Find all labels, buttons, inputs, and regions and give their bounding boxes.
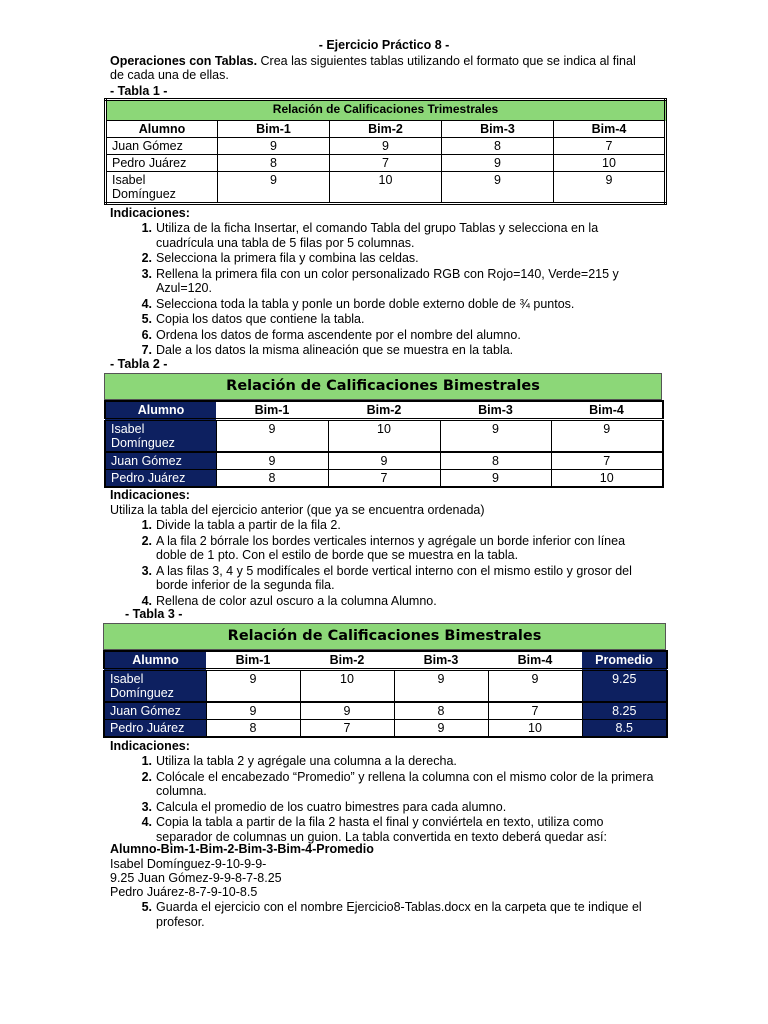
intro-line-2: de cada una de ellas. <box>110 68 229 82</box>
table2-cell: Juan Gómez <box>105 452 216 470</box>
table3-header: Bim-1 <box>206 651 300 670</box>
page-title: - Ejercicio Práctico 8 - <box>318 38 450 52</box>
table1-header: Bim-2 <box>330 121 442 138</box>
table1-header: Bim-1 <box>218 121 330 138</box>
table1-cell: 9 <box>554 172 666 204</box>
table3-cell: 9.25 <box>582 670 667 703</box>
final-step <box>110 900 655 930</box>
list-item <box>110 221 655 250</box>
table1-cell: 9 <box>330 138 442 155</box>
table2-header: Bim-1 <box>216 401 328 420</box>
table3-cell: 9 <box>206 670 300 703</box>
list-item <box>110 754 655 769</box>
step-text: Dale a los datos la misma alineación que se muestra en la tabla. <box>156 343 514 357</box>
table3-cell: 8 <box>394 702 488 720</box>
table2-header: Alumno <box>105 401 216 420</box>
table3-cell: 9 <box>488 670 582 703</box>
table2-cell: 8 <box>440 452 551 470</box>
list-item <box>110 297 655 312</box>
step-text: Copia los datos que contiene la tabla. <box>156 312 365 326</box>
step-number: 6. <box>141 327 152 342</box>
table2-cell: 9 <box>440 420 551 453</box>
table3-cell: Juan Gómez <box>104 702 206 720</box>
table2-header: Bim-3 <box>440 401 551 420</box>
converted-line: 9.25 Juan Gómez-9-9-8-7-8.25 <box>110 871 282 885</box>
table2-cell: 8 <box>216 470 328 488</box>
list-item <box>110 594 655 609</box>
table3-cell: 9 <box>394 670 488 703</box>
table2-indicaciones-label: Indicaciones: <box>110 488 190 502</box>
table2-cell: 7 <box>328 470 440 488</box>
table1-cell: 9 <box>442 172 554 204</box>
list-item <box>110 267 655 296</box>
intro-text: Crea las siguientes tablas utilizando el formato que se indica al final <box>257 54 636 68</box>
table1-cell: Pedro Juárez <box>106 155 218 172</box>
table3-cell: 8 <box>206 720 300 738</box>
step-number: 2. <box>141 533 152 548</box>
table1-header: Bim-3 <box>442 121 554 138</box>
table3-header: Bim-3 <box>394 651 488 670</box>
step-text: Copia la tabla a partir de la fila 2 hasta el final y conviértela en texto, utiliza como separador de columnas un guion. La tabla convertida en texto deberá quedar así: <box>156 815 608 844</box>
table1-cell: 7 <box>554 138 666 155</box>
list-item <box>110 900 655 929</box>
table3-cell: 7 <box>488 702 582 720</box>
table3-header: Promedio <box>582 651 667 670</box>
table3-cell: 7 <box>300 720 394 738</box>
table1-cell: Isabel Domínguez <box>106 172 218 204</box>
table-row <box>105 452 663 470</box>
table3-cell: 8.25 <box>582 702 667 720</box>
table2-title-bar: Relación de Calificaciones Bimestrales <box>104 373 662 400</box>
table3-cell: 10 <box>300 670 394 703</box>
table1-title-cell: Relación de Calificaciones Trimestrales <box>106 100 666 121</box>
table2-cell: Pedro Juárez <box>105 470 216 488</box>
table-row <box>106 155 666 172</box>
table-row <box>106 138 666 155</box>
step-number: 4. <box>141 296 152 311</box>
table3-cell: 10 <box>488 720 582 738</box>
list-item <box>110 534 655 563</box>
step-text: Colócale el encabezado “Promedio” y rellena la columna con el mismo color de la primera columna. <box>156 769 654 798</box>
table3-steps <box>110 754 655 845</box>
step-number: 3. <box>141 266 152 281</box>
table1-header: Bim-4 <box>554 121 666 138</box>
table3-cell: Isabel Domínguez <box>104 670 206 703</box>
step-text: A las filas 3, 4 y 5 modifícales el borde vertical interno con el mismo estilo y grosor del borde inferior de la segunda fila. <box>156 563 632 592</box>
step-number: 5. <box>141 900 152 914</box>
table2-steps <box>110 518 655 609</box>
step-number: 3. <box>141 563 152 578</box>
step-text: A la fila 2 bórrale los bordes verticales internos y agrégale un borde inferior con línea doble de 1 pto. Con el estilo de borde que se muestra en la tabla. <box>156 533 626 562</box>
table2-cell: 10 <box>328 420 440 453</box>
table1-steps <box>110 221 655 359</box>
table3-header: Bim-4 <box>488 651 582 670</box>
table1-cell: 8 <box>442 138 554 155</box>
table3-header: Alumno <box>104 651 206 670</box>
list-item <box>110 564 655 593</box>
table-row <box>104 702 667 720</box>
table3-label: - Tabla 3 - <box>125 607 183 621</box>
table3-cell: 8.5 <box>582 720 667 738</box>
table3-title-bar: Relación de Calificaciones Bimestrales <box>103 623 666 650</box>
table2-header: Bim-2 <box>328 401 440 420</box>
step-number: 2. <box>141 769 152 784</box>
step-number: 4. <box>141 815 152 829</box>
list-item <box>110 518 655 533</box>
intro-line-1 <box>110 54 636 69</box>
step-number: 7. <box>141 343 152 357</box>
table1 <box>104 98 667 205</box>
table2 <box>104 400 664 488</box>
list-item <box>110 328 655 343</box>
list-item <box>110 251 655 266</box>
step-text: Divide la tabla a partir de la fila 2. <box>156 518 341 532</box>
table1-cell: 9 <box>442 155 554 172</box>
table3-indicaciones-label: Indicaciones: <box>110 739 190 753</box>
table-row <box>105 420 663 453</box>
table3-cell: 9 <box>206 702 300 720</box>
converted-header: Alumno-Bim-1-Bim-2-Bim-3-Bim-4-Promedio <box>110 842 374 856</box>
table2-cell: 9 <box>216 420 328 453</box>
step-number: 1. <box>141 221 152 235</box>
table2-cell: 7 <box>551 452 663 470</box>
table1-cell: Juan Gómez <box>106 138 218 155</box>
step-text: Rellena la primera fila con un color personalizado RGB con Rojo=140, Verde=215 y Azul=120. <box>156 266 619 295</box>
table1-cell: 10 <box>330 172 442 204</box>
table2-cell: 9 <box>216 452 328 470</box>
table2-header: Bim-4 <box>551 401 663 420</box>
table2-cell: 10 <box>551 470 663 488</box>
step-text: Utiliza de la ficha Insertar, el comando Tabla del grupo Tablas y selecciona en la cuadrícula una tabla de 5 filas por 5 columnas. <box>156 221 599 250</box>
table3-cell: Pedro Juárez <box>104 720 206 738</box>
step-text: Ordena los datos de forma ascendente por el nombre del alumno. <box>156 327 521 342</box>
table2-label: - Tabla 2 - <box>110 357 168 371</box>
step-number: 1. <box>141 518 152 532</box>
table-row <box>106 172 666 204</box>
table2-lead: Utiliza la tabla del ejercicio anterior (que ya se encuentra ordenada) <box>110 503 485 517</box>
table1-header: Alumno <box>106 121 218 138</box>
list-item <box>110 343 655 358</box>
table1-cell: 8 <box>218 155 330 172</box>
table3-header: Bim-2 <box>300 651 394 670</box>
list-item <box>110 312 655 327</box>
intro-bold: Operaciones con Tablas. <box>110 54 258 68</box>
step-text: Utiliza la tabla 2 y agrégale una columna a la derecha. <box>156 754 457 768</box>
list-item <box>110 800 655 815</box>
table1-label: - Tabla 1 - <box>110 84 168 98</box>
list-item <box>110 815 655 844</box>
table-row <box>105 470 663 488</box>
step-text: Rellena de color azul oscuro a la columna Alumno. <box>156 593 437 608</box>
table-row <box>104 720 667 738</box>
table3 <box>103 650 668 738</box>
step-number: 5. <box>141 312 152 326</box>
step-text: Guarda el ejercicio con el nombre Ejercicio8-Tablas.docx en la carpeta que te indique el profesor. <box>156 900 642 929</box>
step-text: Calcula el promedio de los cuatro bimestres para cada alumno. <box>156 799 507 814</box>
step-text: Selecciona la primera fila y combina las celdas. <box>156 251 419 265</box>
list-item <box>110 770 655 799</box>
table3-cell: 9 <box>300 702 394 720</box>
table-row <box>104 670 667 703</box>
table1-cell: 9 <box>218 172 330 204</box>
step-text: Selecciona toda la tabla y ponle un borde doble externo doble de ¾ puntos. <box>156 296 575 311</box>
step-number: 1. <box>141 754 152 768</box>
table1-cell: 9 <box>218 138 330 155</box>
step-number: 2. <box>141 251 152 265</box>
table1-indicaciones-label: Indicaciones: <box>110 206 190 220</box>
table2-cell: 9 <box>328 452 440 470</box>
converted-line: Isabel Domínguez-9-10-9-9- <box>110 857 267 871</box>
step-number: 4. <box>141 593 152 608</box>
table3-cell: 9 <box>394 720 488 738</box>
table1-cell: 7 <box>330 155 442 172</box>
table2-cell: Isabel Domínguez <box>105 420 216 453</box>
table2-cell: 9 <box>551 420 663 453</box>
table2-cell: 9 <box>440 470 551 488</box>
table1-cell: 10 <box>554 155 666 172</box>
converted-line: Pedro Juárez-8-7-9-10-8.5 <box>110 885 258 899</box>
step-number: 3. <box>141 799 152 814</box>
